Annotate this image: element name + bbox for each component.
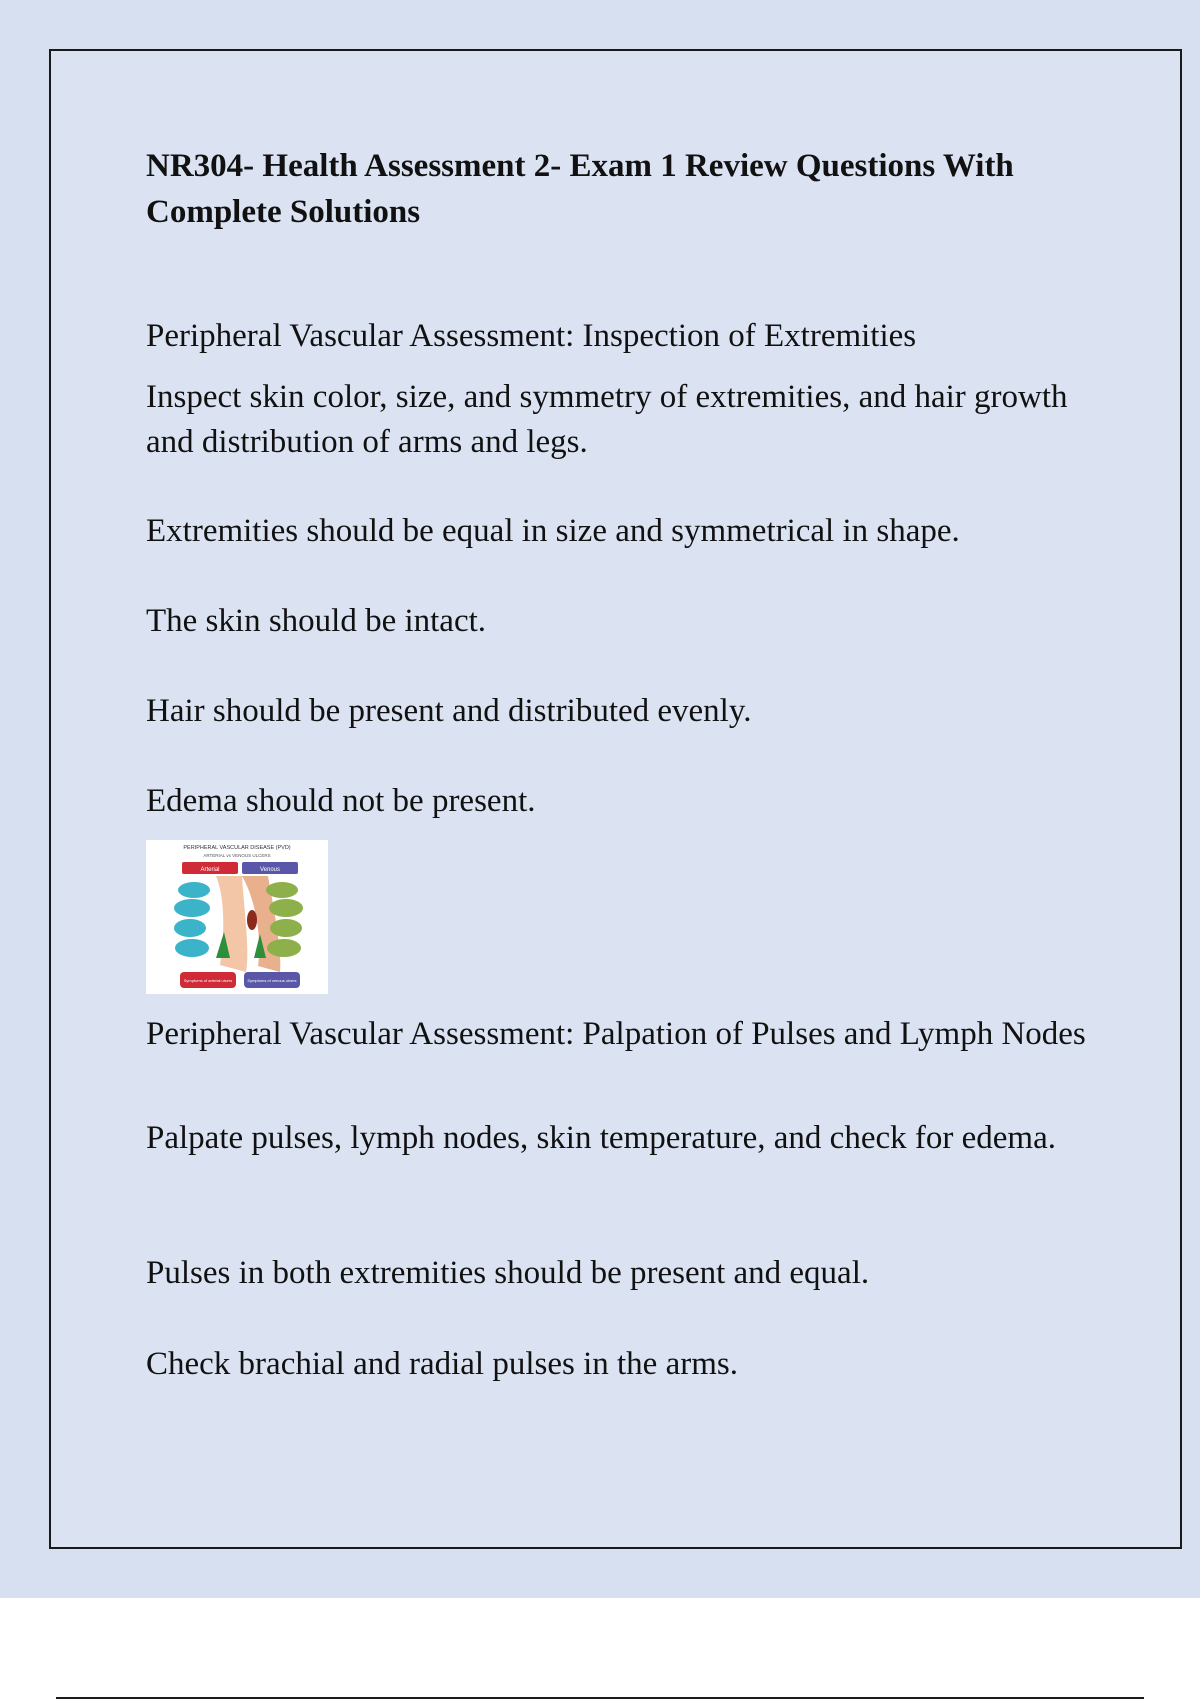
paragraph-skin: The skin should be intact. (146, 603, 487, 639)
venous-footer: Symptoms of venous ulcers (247, 978, 297, 983)
paragraph-palpate: Palpate pulses, lymph nodes, skin temperature, and check for edema. (146, 1120, 1056, 1156)
document-title: NR304- Health Assessment 2- Exam 1 Review Questions With Complete Solutions (146, 148, 1014, 230)
paragraph-inspect: Inspect skin color, size, and symmetry of extremities, and hair growth and distribution of arms and legs. (146, 379, 1068, 460)
paragraph-hair: Hair should be present and distributed evenly. (146, 693, 752, 729)
paragraph-extremities: Extremities should be equal in size and symmetrical in shape. (146, 513, 960, 549)
section-heading-inspection: Peripheral Vascular Assessment: Inspection of Extremities (146, 318, 917, 354)
paragraph-brachial: Check brachial and radial pulses in the arms. (146, 1346, 738, 1382)
section-heading-palpation: Peripheral Vascular Assessment: Palpation of Pulses and Lymph Nodes (146, 1016, 1086, 1052)
figure-heading: PERIPHERAL VASCULAR DISEASE (PVD) (183, 845, 291, 851)
paragraph-edema: Edema should not be present. (146, 783, 536, 819)
paragraph-pulses: Pulses in both extremities should be present and equal. (146, 1255, 870, 1291)
arterial-label: Arterial (200, 867, 220, 873)
bottom-rule (56, 1697, 1144, 1699)
ulcer-mark (247, 910, 257, 930)
arterial-footer: Symptoms of arterial ulcers (183, 978, 233, 983)
pvd-figure-image (146, 840, 328, 994)
pvd-figure-svg (146, 840, 328, 994)
figure-subheading: ARTERIAL vs VENOUS ULCERS (203, 853, 271, 858)
venous-label: Venous (259, 867, 281, 873)
